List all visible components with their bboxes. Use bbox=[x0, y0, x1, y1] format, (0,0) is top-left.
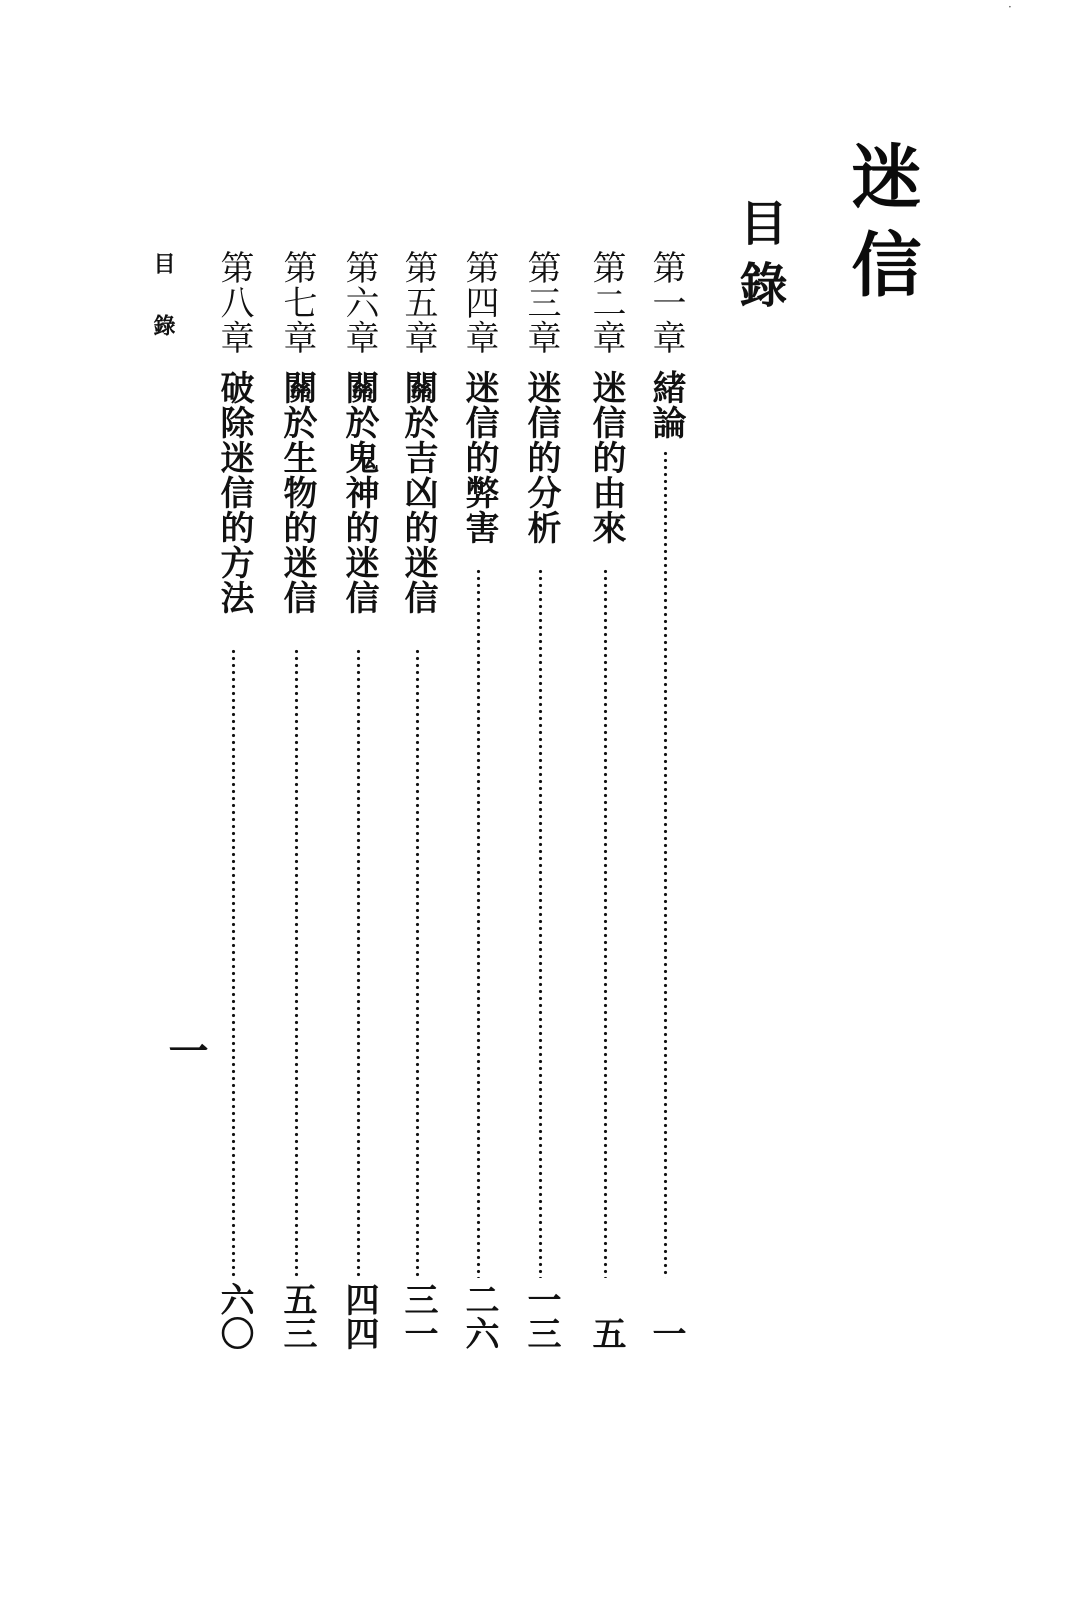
chapter-number: 第八章 bbox=[214, 250, 254, 355]
dot-leader bbox=[294, 648, 299, 1278]
toc-entry-chapter-4[interactable] bbox=[459, 250, 499, 1350]
dot-leader bbox=[538, 568, 543, 1278]
toc-entry-chapter-3[interactable] bbox=[521, 250, 561, 1350]
book-title: 迷信 bbox=[840, 140, 923, 316]
scan-speck: · bbox=[1008, 0, 1012, 14]
chapter-page-number: 二六 bbox=[459, 1282, 499, 1350]
chapter-title: 關於生物的迷信 bbox=[277, 370, 317, 615]
chapter-number: 第六章 bbox=[339, 250, 379, 355]
chapter-number: 第二章 bbox=[586, 250, 626, 355]
dot-leader bbox=[603, 568, 608, 1278]
toc-entry-chapter-6[interactable] bbox=[339, 250, 379, 1350]
toc-entry-chapter-7[interactable] bbox=[277, 250, 317, 1350]
toc-entry-chapter-1[interactable] bbox=[646, 250, 686, 1350]
chapter-number: 第七章 bbox=[277, 250, 317, 355]
chapter-title: 迷信的由來 bbox=[586, 370, 626, 545]
chapter-title: 迷信的弊害 bbox=[459, 370, 499, 545]
chapter-title: 破除迷信的方法 bbox=[214, 370, 254, 615]
chapter-number: 第四章 bbox=[459, 250, 499, 355]
page-folio: 一 bbox=[162, 1030, 209, 1070]
chapter-page-number: 五 bbox=[586, 1316, 626, 1350]
chapter-number: 第一章 bbox=[646, 250, 686, 355]
chapter-title: 迷信的分析 bbox=[521, 370, 561, 545]
toc-entry-chapter-8[interactable] bbox=[214, 250, 254, 1350]
chapter-page-number: 五三 bbox=[277, 1282, 317, 1350]
chapter-page-number: 六〇 bbox=[214, 1282, 254, 1350]
chapter-page-number: 三一 bbox=[398, 1282, 438, 1350]
chapter-page-number: 一 bbox=[646, 1316, 686, 1350]
dot-leader bbox=[356, 648, 361, 1278]
dot-leader bbox=[415, 648, 420, 1278]
running-head: 目錄 bbox=[150, 252, 176, 376]
dot-leader bbox=[663, 450, 668, 1278]
dot-leader bbox=[476, 568, 481, 1278]
toc-heading: 目錄 bbox=[731, 198, 787, 322]
chapter-title: 關於鬼神的迷信 bbox=[339, 370, 379, 615]
chapter-title: 緒論 bbox=[646, 370, 686, 440]
toc-entry-chapter-2[interactable] bbox=[586, 250, 626, 1350]
chapter-number: 第五章 bbox=[398, 250, 438, 355]
chapter-title: 關於吉凶的迷信 bbox=[398, 370, 438, 615]
chapter-page-number: 一三 bbox=[521, 1282, 561, 1350]
dot-leader bbox=[231, 648, 236, 1278]
toc-entry-chapter-5[interactable] bbox=[398, 250, 438, 1350]
chapter-number: 第三章 bbox=[521, 250, 561, 355]
chapter-page-number: 四四 bbox=[339, 1282, 379, 1350]
